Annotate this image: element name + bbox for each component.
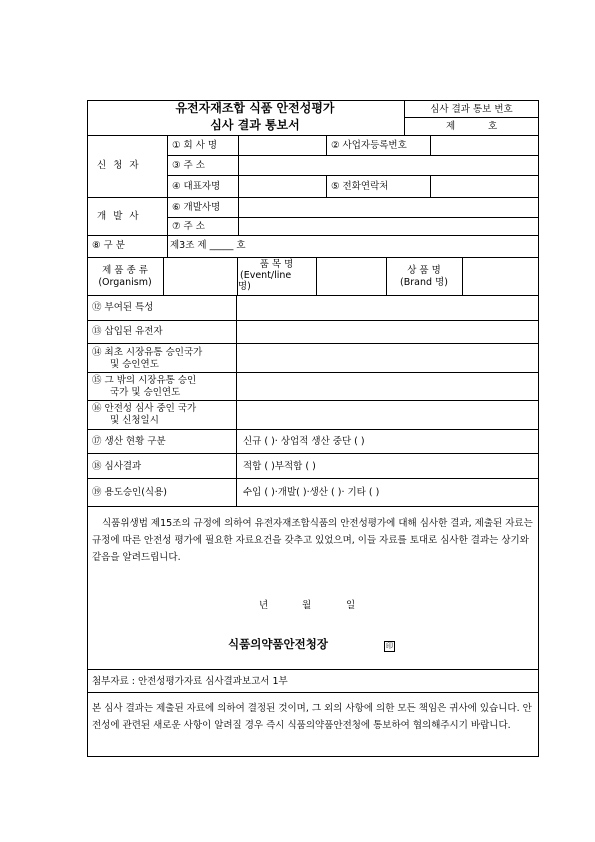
notice-paragraph: 식품위생법 제15조의 규정에 의하여 유전자재조합식품의 안전성평가에 대해 심사한 결과, 제출된 자료는 규정에 따른 안전성 평가에 필요한 자료요건을 갖추고 있었으며, 이들 자료를 토대로 심사한 결과는 상기와 같음을 알려드립니다. <box>92 518 533 563</box>
review-result-label: ⑱ 심사결과 <box>92 461 142 472</box>
footer-note: 본 심사 결과는 제출된 자료에 의하여 결정된 것이며, 그 외의 사항에 의한 모든 책임은 귀사에 있습니다. 안전성에 관련된 새로운 사항이 알려질 경우 즉시 식품의약품안전청에 통보하여 협의해주시기 바랍니다. <box>92 703 532 731</box>
other-approval-label-2: 국가 및 승인연도 <box>110 387 181 398</box>
product-kind-field[interactable] <box>164 258 236 294</box>
item-name-sublabel-2: 명) <box>238 281 251 292</box>
review-country-label-2: 및 신청일시 <box>110 415 159 426</box>
business-number-label: ② 사업자등록번호 <box>331 140 407 151</box>
first-approval-field[interactable] <box>237 344 538 371</box>
date-year: 년 <box>259 600 269 611</box>
phone-field[interactable] <box>431 176 538 196</box>
production-status-label: ⑰ 생산 현황 구분 <box>92 436 166 447</box>
date-day: 일 <box>346 600 356 611</box>
gene-field[interactable] <box>237 321 538 342</box>
use-approval-label: ⑲ 용도승인(식용) <box>92 487 167 498</box>
use-approval-value[interactable]: 수입 ( )·개발( )·생산 ( )· 기타 ( ) <box>243 487 380 498</box>
review-country-label: ⑯ 안전성 심사 중인 국가 <box>92 403 197 414</box>
classification-label: ⑧ 구 분 <box>92 240 125 251</box>
applicant-address-label: ③ 주 소 <box>172 160 205 171</box>
notice-number-je: 제 <box>446 121 456 132</box>
review-country-field[interactable] <box>237 401 538 428</box>
notice-number-label: 심사 결과 통보 번호 <box>430 104 513 115</box>
brand-name-label: 상 품 명 <box>407 265 441 276</box>
first-approval-label-2: 및 승인연도 <box>110 359 159 370</box>
applicant-address-field[interactable] <box>239 156 538 174</box>
representative-label: ④ 대표자명 <box>172 181 221 192</box>
form-title-line1: 유전자재조합 식품 안전성평가 <box>175 101 335 115</box>
product-kind-sublabel: (Organism) <box>98 277 152 288</box>
item-name-field[interactable] <box>317 258 385 294</box>
gene-label: ⑬ 삽입된 유전자 <box>92 326 163 337</box>
brand-name-field[interactable] <box>463 258 538 294</box>
other-approval-label: ⑮ 그 밖의 시장유통 승인 <box>92 375 197 386</box>
item-name-sublabel: (Event/line <box>240 270 292 281</box>
issuer-name: 식품의약품안전청장 <box>228 637 328 651</box>
brand-name-sublabel: (Brand 명) <box>400 277 448 288</box>
developer-address-field[interactable] <box>239 218 538 234</box>
item-name-label: 품 목 명 <box>259 259 294 270</box>
phone-label: ⑤ 전화연락처 <box>331 181 389 192</box>
representative-field[interactable] <box>239 176 325 196</box>
developer-address-label: ⑦ 주 소 <box>172 221 205 232</box>
review-result-value[interactable]: 적합 ( )부적합 ( ) <box>243 461 316 472</box>
trait-label: ⑫ 부여된 특성 <box>92 302 154 313</box>
attachment-note: 첨부자료 : 안전성평가자료 심사결과보고서 1부 <box>92 676 288 687</box>
company-name-label: ① 회 사 명 <box>172 140 218 151</box>
company-name-field[interactable] <box>239 136 325 154</box>
business-number-field[interactable] <box>431 136 538 154</box>
other-approval-field[interactable] <box>237 373 538 399</box>
form-title-line2: 심사 결과 통보서 <box>210 118 300 132</box>
developer-label: 개 발 사 <box>97 211 141 222</box>
date-month: 월 <box>302 600 312 611</box>
seal-mark: 印 <box>386 642 393 650</box>
notice-number-ho: 호 <box>488 121 498 132</box>
developer-name-label: ⑥ 개발사명 <box>172 202 221 213</box>
trait-field[interactable] <box>237 296 538 319</box>
developer-name-field[interactable] <box>239 198 538 216</box>
applicant-label: 신 청 자 <box>97 160 141 171</box>
production-status-value[interactable]: 신규 ( )· 상업적 생산 중단 ( ) <box>243 436 365 447</box>
classification-value: 제3조 제 _____ 호 <box>170 240 246 251</box>
first-approval-label: ⑭ 최초 시장유통 승인국가 <box>92 347 203 358</box>
product-kind-label: 제 품 종 류 <box>102 265 148 276</box>
